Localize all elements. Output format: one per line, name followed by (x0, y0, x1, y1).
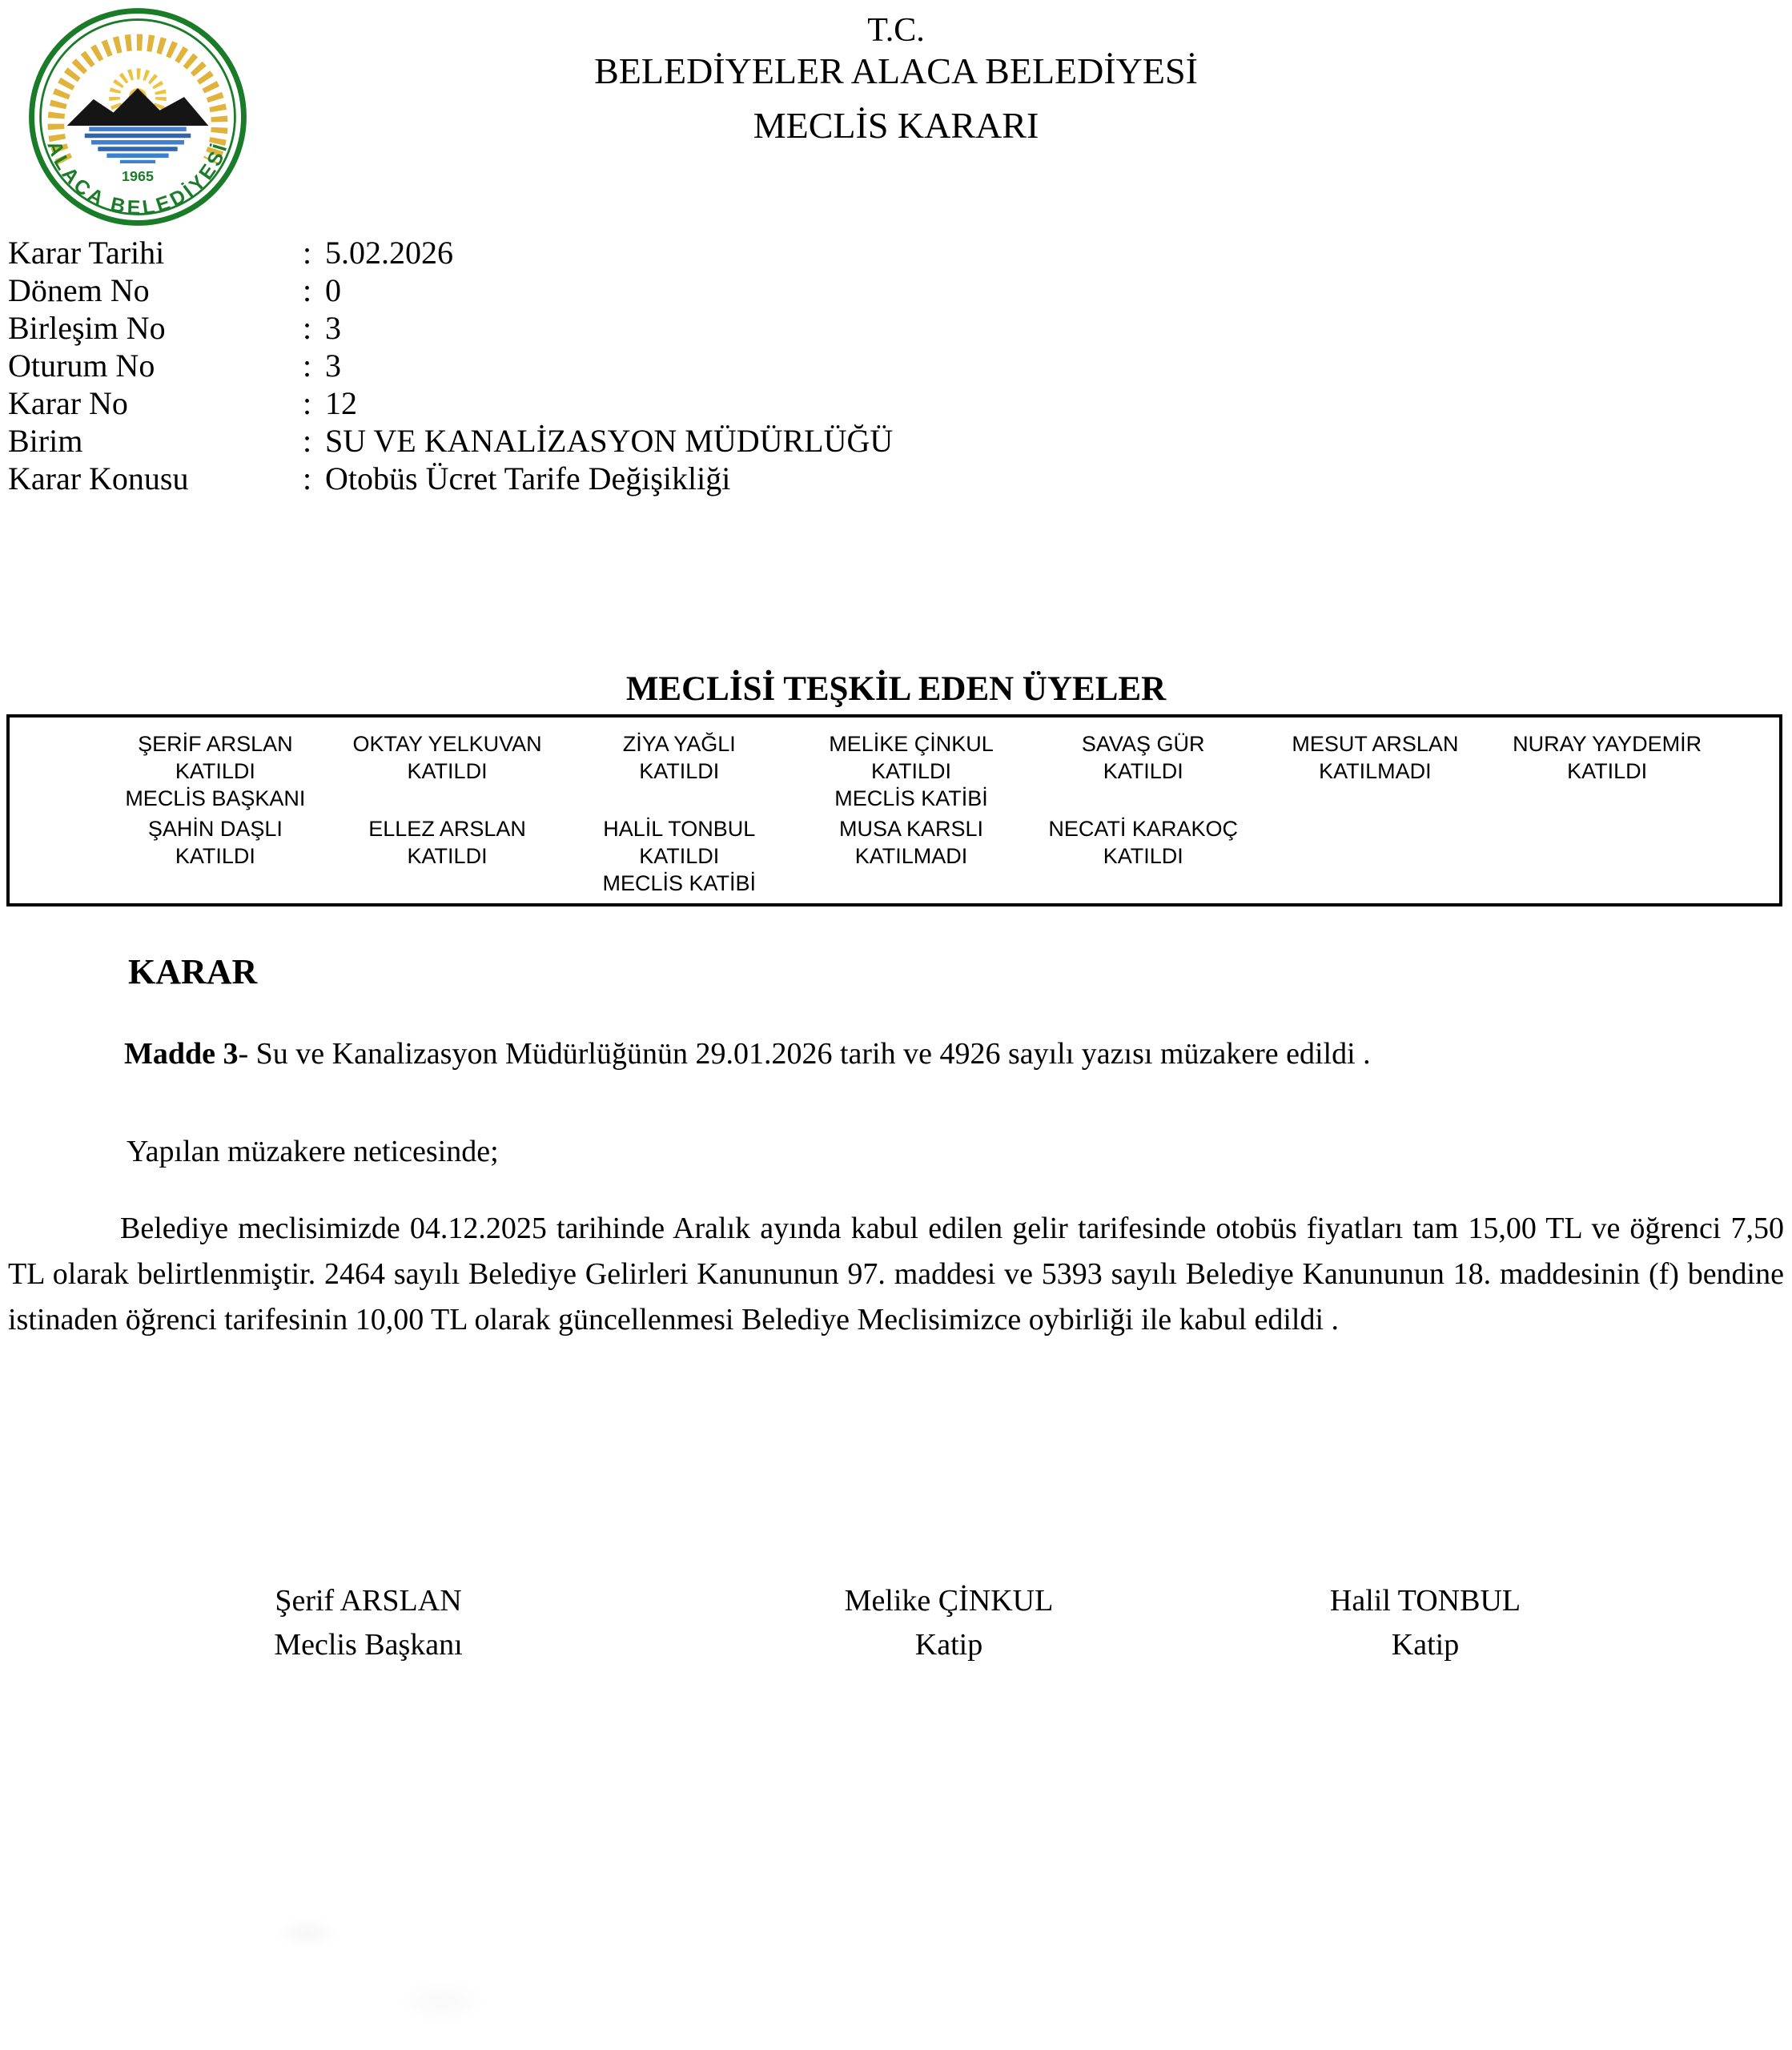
meta-value: 3 (325, 310, 341, 346)
member-cell (563, 730, 795, 812)
signature-block-clerk-1 (765, 1579, 1133, 1667)
deliberation-line: Yapılan müzakere neticesinde; (127, 1135, 499, 1168)
meta-colon: : (303, 460, 312, 496)
member-name: ŞAHİN DAŞLI (147, 817, 283, 841)
meta-colon: : (303, 348, 312, 384)
member-status: KATILDI (1103, 759, 1183, 783)
members-section-title: MECLİSİ TEŞKİL EDEN ÜYELER (625, 670, 1167, 708)
members-row-2 (10, 815, 1779, 897)
header-municipality-line: BELEDİYELER ALACA BELEDİYESİ (594, 50, 1198, 91)
member-name: MUSA KARSLI (838, 817, 984, 841)
member-name: SAVAŞ GÜR (1081, 732, 1205, 756)
member-cell (1260, 730, 1492, 812)
member-status: KATILDI (175, 844, 255, 868)
madde-paragraph (124, 1036, 1371, 1071)
meta-label: Dönem No (8, 272, 150, 308)
logo-ring-text: ALACA BELEDİYESİ (42, 138, 233, 219)
meta-row-birim (8, 422, 893, 460)
meta-value: SU VE KANALİZASYON MÜDÜRLÜĞÜ (325, 423, 894, 459)
meta-row-donem-no (8, 271, 893, 309)
logo-year: 1965 (122, 168, 154, 185)
member-status: KATILDI (1567, 759, 1648, 783)
member-status: KATILMADI (854, 844, 968, 868)
meta-label: Karar Konusu (8, 460, 189, 496)
decision-heading: KARAR (128, 952, 258, 991)
signature-name: Şerif ARSLAN (275, 1584, 462, 1618)
member-cell (331, 730, 564, 812)
member-cell (563, 815, 795, 897)
meta-row-oturum-no (8, 347, 893, 384)
member-name: OKTAY YELKUVAN (352, 732, 542, 756)
meta-label: Oturum No (8, 348, 155, 384)
member-status: KATILDI (407, 844, 488, 868)
meta-label: Karar No (8, 385, 128, 421)
member-status: KATILDI (870, 759, 951, 783)
meta-label: Karar Tarihi (8, 235, 165, 271)
meta-value: Otobüs Ücret Tarife Değişikliği (325, 460, 731, 496)
member-cell (1491, 730, 1723, 812)
scan-artifact (240, 1906, 577, 2042)
member-name: MELİKE ÇİNKUL (829, 732, 994, 756)
meta-colon: : (303, 310, 312, 346)
signature-name: Halil TONBUL (1329, 1584, 1521, 1618)
decision-body-paragraph: Belediye meclisimizde 04.12.2025 tarihinde Aralık ayında kabul edilen gelir tarifesinde otobüs fiyatları tam 15,00 TL ve öğrenci 7,50 TL olarak belirtlenmiştir. 2464 sayılı Belediye Gelirleri Kanununun 97. maddesi ve 5393 sayılı Belediye Kanununun 18. maddesinin (f) bendine istinaden öğrenci tarifesinin 10,00 TL olarak güncellenmesi Belediye Meclisimizce oybirliği ile kabul edildi . (8, 1212, 1784, 1337)
member-name: ZİYA YAĞLI (622, 732, 736, 756)
signature-title: Meclis Başkanı (274, 1628, 463, 1662)
member-cell (795, 815, 1027, 897)
meta-row-karar-konusu (8, 460, 893, 497)
meta-label: Birleşim No (8, 310, 166, 346)
member-cell (99, 815, 331, 897)
decision-metadata (8, 234, 893, 497)
meta-value: 5.02.2026 (325, 235, 453, 271)
member-status: KATILDI (175, 759, 255, 783)
signature-block-clerk-2 (1241, 1579, 1609, 1667)
members-row-1 (10, 730, 1779, 812)
document-header (0, 11, 1792, 147)
member-name: NECATİ KARAKOÇ (1048, 817, 1238, 841)
member-status: KATILDI (407, 759, 488, 783)
members-attendance-table (6, 714, 1782, 906)
meta-colon: : (303, 423, 312, 459)
member-name: ELLEZ ARSLAN (368, 817, 526, 841)
member-name: NURAY YAYDEMİR (1513, 732, 1702, 756)
member-cell (331, 815, 564, 897)
member-name: MESUT ARSLAN (1292, 732, 1459, 756)
member-cell (795, 730, 1027, 812)
member-status: KATILDI (1103, 844, 1183, 868)
member-name: HALİL TONBUL (603, 817, 756, 841)
header-doctype-line: MECLİS KARARI (753, 105, 1039, 146)
member-role: MECLİS BAŞKANI (125, 786, 306, 810)
header-republic-line: T.C. (867, 12, 925, 49)
member-status: KATILDI (639, 844, 720, 868)
meta-colon: : (303, 385, 312, 421)
member-role: MECLİS KATİBİ (834, 786, 988, 810)
meta-colon: : (303, 272, 312, 308)
madde-label: Madde 3 (124, 1037, 239, 1071)
member-cell (1027, 815, 1260, 897)
signature-name: Melike ÇİNKUL (844, 1584, 1054, 1618)
member-name: ŞERİF ARSLAN (138, 732, 293, 756)
member-status: KATILDI (639, 759, 720, 783)
meta-label: Birim (8, 423, 83, 459)
member-role: MECLİS KATİBİ (602, 871, 757, 895)
madde-text: - Su ve Kanalizasyon Müdürlüğünün 29.01.2026 tarih ve 4926 sayılı yazısı müzakere edildi . (238, 1037, 1371, 1071)
meta-value: 3 (325, 348, 341, 384)
meta-row-karar-no (8, 384, 893, 422)
member-cell (99, 730, 331, 812)
signature-title: Katip (1391, 1628, 1460, 1662)
meta-row-birlesim-no (8, 309, 893, 347)
member-status: KATILMADI (1319, 759, 1432, 783)
meta-colon: : (303, 235, 312, 271)
meta-value: 0 (325, 272, 341, 308)
meta-value: 12 (325, 385, 357, 421)
signature-title: Katip (914, 1628, 983, 1662)
signature-block-president (184, 1579, 552, 1667)
member-cell (1027, 730, 1260, 812)
meta-row-karar-tarihi (8, 234, 893, 271)
